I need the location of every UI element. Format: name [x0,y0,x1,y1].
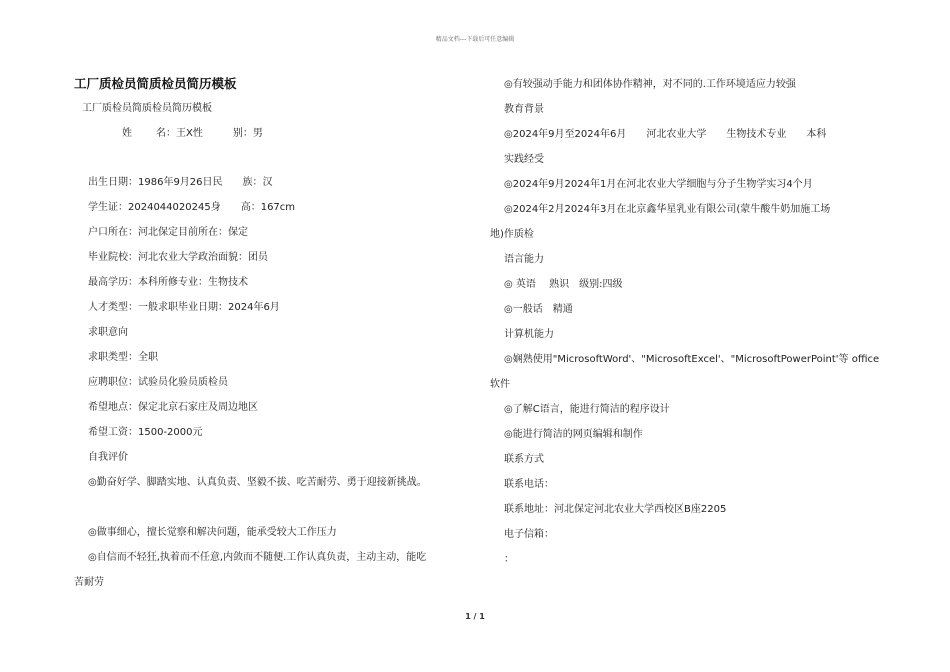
section-heading-computer: 计算机能力 [504,329,554,340]
section-heading-self-eval: 自我评价 [88,452,128,463]
education-item: ◎2024年9月至2024年6月 河北农业大学 生物技术专业 本科 [504,129,827,140]
contact-address: 联系地址：河北保定河北农业大学西校区B座2205 [504,504,727,515]
document-subtitle: 工厂质检员简质检员简历模板 [82,103,212,114]
name-label-b: 名：王X性 [156,128,203,139]
section-heading-education: 教育背景 [504,104,544,115]
info-line-school: 毕业院校：河北农业大学政治面貌：团员 [88,252,268,263]
self-eval-item-3-cont: 苦耐劳 [74,577,104,588]
info-line-salary: 希望工资：1500-2000元 [88,427,203,438]
practice-item-2: ◎2024年2月2024年3月在北京鑫华星乳业有限公司(蒙牛酸牛奶加施工场 [504,204,831,215]
section-heading-practice: 实践经受 [504,154,544,165]
left-column [74,72,469,595]
computer-item-office-cont: 软件 [490,379,510,390]
info-line-degree: 最高学历：本科所修专业：生物技术 [88,277,248,288]
practice-item-1: ◎2024年9月2024年1月在河北农业大学细胞与分子生物学实习4个月 [504,179,813,190]
contact-phone: 联系电话： [504,479,554,490]
name-gender-line [74,121,469,146]
practice-item-2-cont: 地)作质检 [490,229,534,240]
info-line-job-type: 求职类型：全职 [88,352,158,363]
language-item-english: ◎ 英语 熟识 级别:四级 [504,279,623,290]
page-number: 1 / 1 [465,612,485,621]
section-heading-language: 语言能力 [504,254,544,265]
contact-trailing-colon: ： [504,554,514,565]
section-heading-contact: 联系方式 [504,454,544,465]
name-label-a: 姓 [122,128,132,139]
language-item-mandarin: ◎一般话 精通 [504,304,573,315]
self-eval-item-4: ◎有较强动手能力和团体协作精神，对不同的.工作环境适应力较强 [504,79,796,90]
info-line-birth: 出生日期：1986年9月26日民 族：汉 [88,177,273,188]
section-heading-job-intent: 求职意向 [88,327,128,338]
document-title: 工厂质检员简质检员简历模板 [74,76,237,91]
info-line-position: 应聘职位：试验员化验员质检员 [88,377,228,388]
gender-label: 别：男 [232,128,263,139]
contact-email: 电子信箱： [504,529,554,540]
computer-item-web: ◎能进行简洁的网页编辑和制作 [504,429,643,440]
info-line-hukou: 户口所在：河北保定目前所在：保定 [88,227,248,238]
page-header-note: 精品文档---下载后可任意编辑 [435,36,515,43]
computer-item-c: ◎了解C语言，能进行简洁的程序设计 [504,404,670,415]
computer-item-office: ◎娴熟使用"MicrosoftWord'、"MicrosoftExcel'、"MicrosoftPowerPoint'等 office [504,354,880,365]
info-line-talent-type: 人才类型：一般求职毕业日期：2024年6月 [88,302,280,313]
right-column [490,72,886,572]
self-eval-item-2: ◎做事细心，擅长觉察和解决问题，能承受较大工作压力 [88,527,337,538]
self-eval-item-3: ◎自信而不轻狂,执着而不任意,内敛而不随便.工作认真负责，主动主动，能吃 [88,552,427,563]
info-line-location: 希望地点：保定北京石家庄及周边地区 [88,402,258,413]
self-eval-item-1: ◎勤奋好学、脚踏实地、认真负责、坚毅不拔、吃苦耐劳、勇于迎接新挑战。 [88,477,427,488]
info-line-student-id: 学生证：2024044020245身 高：167cm [88,202,296,213]
